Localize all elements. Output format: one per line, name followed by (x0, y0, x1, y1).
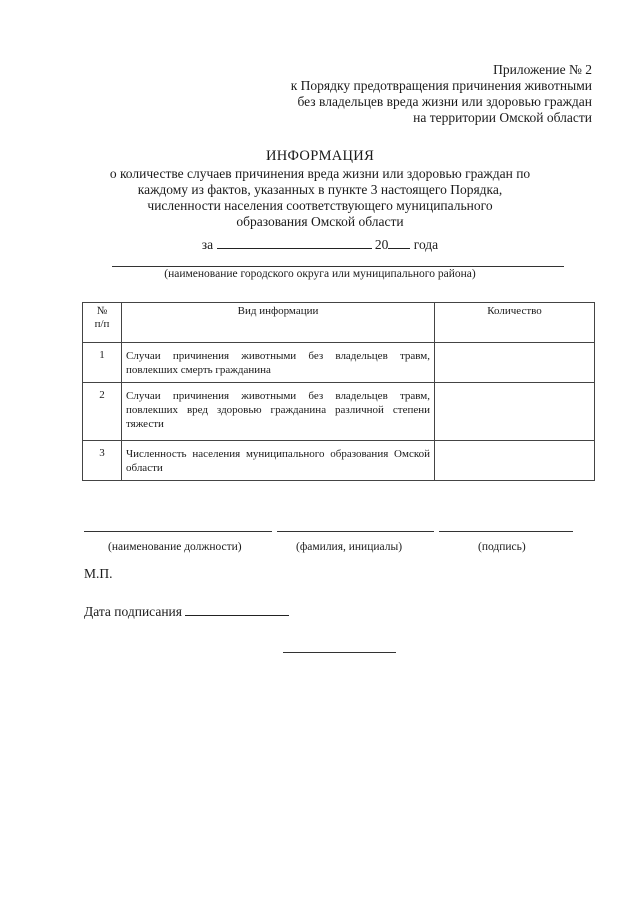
stamp-label: М.П. (84, 566, 113, 581)
appendix-line-3: на территории Омской области (413, 110, 592, 125)
position-line[interactable] (84, 531, 272, 532)
row-number: 2 (83, 383, 122, 441)
appendix-header (291, 62, 592, 126)
table-row (83, 383, 595, 441)
document-subtitle (0, 166, 640, 230)
row-number: 3 (83, 441, 122, 481)
header-quantity: Количество (435, 303, 595, 343)
row-quantity[interactable] (435, 383, 595, 441)
period-suffix: года (413, 237, 439, 252)
row-quantity[interactable] (435, 343, 595, 383)
period-blank[interactable] (217, 236, 372, 249)
information-table (82, 302, 595, 481)
subtitle-line-3: численности населения соответствующего муниципального (147, 198, 493, 213)
period-line (0, 236, 640, 253)
table-header-row (83, 303, 595, 343)
subtitle-line-4: образования Омской области (236, 214, 404, 229)
header-number: № п/п (83, 303, 122, 343)
table-row (83, 343, 595, 383)
signature-line[interactable] (439, 531, 573, 532)
subtitle-line-2: каждому из фактов, указанных в пункте 3 настоящего Порядка, (137, 182, 503, 197)
header-info-type: Вид информации (122, 303, 435, 343)
row-description: Случаи причинения животными без владельцев травм, повлекших вред здоровью гражданина различной степени тяжести (122, 383, 435, 441)
row-number: 1 (83, 343, 122, 383)
period-year: 20 (374, 237, 389, 252)
period-prefix: за (201, 237, 214, 252)
document-title: ИНФОРМАЦИЯ (265, 148, 375, 164)
table-row (83, 441, 595, 481)
row-quantity[interactable] (435, 441, 595, 481)
municipality-line[interactable] (112, 266, 564, 267)
closing-divider (283, 652, 396, 653)
date-row (84, 603, 289, 620)
year-blank[interactable] (388, 236, 410, 249)
signature-caption: (подпись) (478, 541, 526, 553)
position-caption: (наименование должности) (108, 541, 242, 553)
municipality-caption: (наименование городского округа или муниципального района) (164, 268, 476, 280)
date-label: Дата подписания (84, 604, 182, 619)
row-description: Случаи причинения животными без владельцев травм, повлекших смерть гражданина (122, 343, 435, 383)
appendix-line-2: без владельцев вреда жизни или здоровью граждан (297, 94, 592, 109)
row-description: Численность населения муниципального образования Омской области (122, 441, 435, 481)
appendix-number: Приложение № 2 (493, 62, 592, 77)
appendix-line-1: к Порядку предотвращения причинения животными (290, 78, 592, 93)
name-line[interactable] (277, 531, 434, 532)
subtitle-line-1: о количестве случаев причинения вреда жизни или здоровью граждан по (109, 166, 531, 181)
name-caption: (фамилия, инициалы) (296, 541, 403, 553)
date-blank[interactable] (185, 603, 289, 616)
